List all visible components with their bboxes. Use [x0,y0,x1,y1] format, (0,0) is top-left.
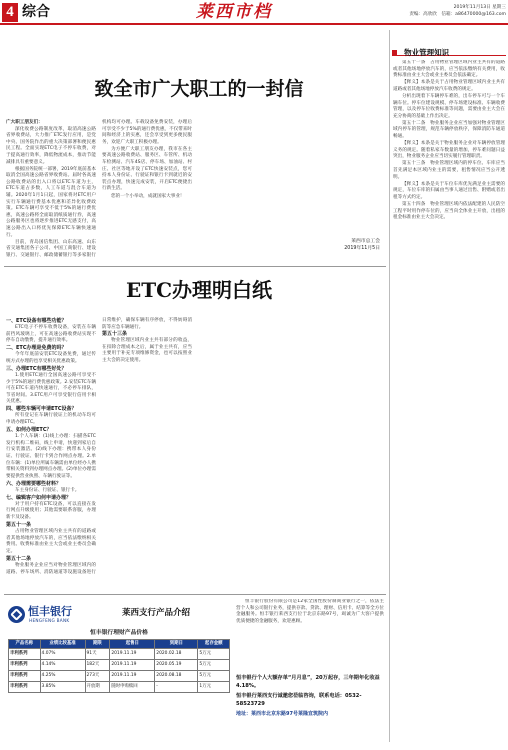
table-cell: 2020.02.18 [155,649,198,660]
column-header: 期限 [85,640,110,649]
table-row [9,682,230,693]
header-email: 信箱：a86470000@163.com [441,12,506,17]
section-body: 占用物业管理区域内业主共有的道路或者其他场地停放汽车的，应当依法缴纳相关费用。收费标准由业主大会或业主委员会确定。 [6,529,96,554]
header-rule [0,23,508,25]
section-heading: 四、哪些车辆可申请ETC设备？ [6,406,77,413]
regulation-body [393,60,505,744]
bank-highlight: 恒丰银行个人大额存单“月月息”，20万起存，三年期年化收益4.18%。 [236,675,380,689]
bank-address: 地址：莱西市北京东路97号莱隆宜筑院内 [236,711,328,717]
regulation-marker [392,50,397,55]
table-cell: 开放期 [85,682,110,693]
table-cell: 丰利系列 [9,682,41,693]
section-heading: 五、如何办理ETC？ [6,427,52,434]
section-body: 车主身份证、行驶证、银行卡。 [15,487,80,493]
whitebook-title: ETC办理明白纸 [125,278,273,302]
section-heading: 六、办理需要哪些材料？ [6,480,62,487]
section-body: 物业管理区域内业主共有部分的收益，在扣除合理成本之后，属于业主共有，应当主要用于补充专项维修资金，也可以按照业主大会的决定使用。 [102,338,192,363]
whitebook-section [6,495,96,522]
header-credits [374,11,506,18]
whitebook-section [6,406,96,426]
table-cell: 随时申购赎回 [110,682,155,693]
letter-signature [300,238,380,252]
page-number-badge [2,3,18,22]
table-cell: 丰利系列 [9,671,41,682]
table-row [9,649,230,660]
product-table [8,639,230,693]
whitebook-section [6,427,96,480]
section-body: 所有登记在车辆行驶证上的机动车均可申请办理ETC。 [6,413,96,426]
table-cell: 91天 [85,649,110,660]
whitebook-body [6,318,384,578]
section-body: ETC电子不停车收费设备，安装在车辆前挡风玻璃上，可在高速公路收费站实现不停车自动缴费，提升通行效率。 [6,325,96,344]
section-body: 物业服务企业应当对物业管理区域内的道路、停车场所、消防通道等设施设备进行日常维护，确保车辆有序停放，不得妨碍消防等应急车辆通行。 [6,318,192,575]
product-table-title: 恒丰银行理财产品价格 [90,630,148,636]
header-date: 2019年11月13日 星期三 [453,5,506,10]
regulation-paragraph: 【释义】本条是关于占用物业管理区域内业主共有道路或者其他场地停放汽车收费的规定。 [393,80,505,92]
letter-paragraph: 您的一个小举动，成就国家大事业！ [111,193,185,199]
table-row [9,660,230,671]
column-header: 起售日 [110,640,155,649]
section-heading: 七、编辑客户如何申请办理？ [6,494,72,501]
regulation-paragraph: 【释义】本条是关于物业服务企业对车辆停放管理义务的规定。随着私家车数量的增加，停车难问题日益突出，物业服务企业应当切实履行管理职责。 [393,141,505,160]
table-cell: 182天 [85,660,110,671]
bank-logo-cn: 恒丰银行 [28,605,72,618]
regulation-paragraph: 第五十三条 物业管理区域内的停车位、车库应当首先满足本区域内业主的需要，租售情况应当公开透明。 [393,161,505,180]
letter-paragraph: 目前，青岛国信集团、山东高速、山东省交通集团各子公司、中国工商银行、建设银行、交通银行、邮政储蓄银行等多家银行机构均可办理。车载设备免费安装，办理后可享受不少于5%的通行费优惠，不仅带来时间和经济上的实惠，还会享受到更多便民服务，欢迎广大职工积极办理。 [6,120,192,258]
paper-name: 莱西市档 [196,2,272,22]
header-editor: 责编：高欣欣 [409,12,437,17]
bank-contact: 恒丰银行莱西支行诚邀您莅临咨询，联系电话：0532-58523729 [236,693,362,707]
table-cell: 3.85% [40,682,85,693]
bank-intro: 恒丰银行股份有限公司是12家全国性股份制商业银行之一，依法主营个人和公司银行业务，提供存款、贷款、理财、信用卡、结算等全方位金融服务。恒丰银行莱西支行位于北京东路97号，竭诚为广大客户提供优质便捷的金融服务，欢迎惠顾。 [236,599,384,624]
column-header: 业绩比较基准 [40,640,85,649]
section-label: 综合 [22,4,50,20]
whitebook-section [6,481,96,495]
regulation-paragraph: 第五十一条 占用物业管理区域内业主共有的道路或者其他场地停放汽车的，应当依法缴纳有关费用，收费标准由业主大会或业主委员会依法确定。 [393,60,505,79]
letter-paragraph: 为方便广大职工朋友办理，我市在各主要高速公路收费站、服务区、车管所、机动车检测站、汽车4S店、停车场、加油站、村庄、社区等地开设了ETC快速安装点，您可持本人身份证、行驶证和银行卡到就近的安装点办理，快速完成安装，开启ETC便捷出行新生活。 [102,146,192,192]
section-body: 对于用户持有ETC设备，可以直接在发行网点升级使用；其他需要联系客服，办理新卡及设备。 [6,501,96,521]
table-cell: 2019.11.19 [110,660,155,671]
table-cell: 5万元 [198,660,230,671]
section-divider [4,266,386,267]
bank-ad [4,594,386,744]
section-heading: 二、ETC办理是免费的吗？ [6,345,67,352]
column-header: 产品名称 [9,640,41,649]
table-cell: 4.25% [40,671,85,682]
section-heading: 第五十一条 [6,522,32,529]
table-cell: 丰利系列 [9,649,41,660]
signature-org: 莱西市总工会 [351,239,380,244]
whitebook-section [6,522,96,555]
letter-greeting: 广大职工朋友们： [6,120,43,125]
letter-title: 致全市广大职工的一封信 [94,78,304,100]
section-body: 今年年底前安装ETC设备免费，通过传统方式办理的也享受相关优惠政策。 [6,352,96,364]
table-cell: 273天 [85,671,110,682]
column-header: 到期日 [155,640,198,649]
whitebook-section [102,331,192,364]
table-cell: 4.07% [40,649,85,660]
table-cell: 2019.11.19 [110,649,155,660]
regulation-title: 物业管理知识 [404,48,450,57]
table-cell: - [155,682,198,693]
table-cell: 5万元 [198,649,230,660]
bank-logo-en: HENGFENG BANK [29,618,70,623]
regulation-paragraph: 分析出现着下车辆停车难的，出车停车可与一个车辆车位。停车位建设规模、停车场建设标准、车辆收费管理，以及停车位收费标准等问题，需要由业主大会在充分协商的基础上作出决定。 [393,93,505,119]
table-cell: 4.14% [40,660,85,671]
section-heading: 第五十三条 [102,331,128,338]
regulation-paragraph: 第五十二条 物业服务企业应当加强对物业管理区域内停车的管理，规范车辆停放秩序，保障消防车通道畅通。 [393,120,505,140]
branch-title: 莱西支行产品介绍 [122,608,191,618]
table-header-row [9,640,230,649]
bank-logo-icon [8,606,25,623]
whitebook-section [6,345,96,365]
whitebook-section [6,366,96,406]
column-header: 起存金额 [198,640,230,649]
table-cell: 2019.11.19 [110,671,155,682]
regulation-paragraph: 【释义】本条是关于车位车库优先满足业主需要的规定，车位车库的归属由当事人通过出售、附赠或者出租等方式约定。 [393,181,505,200]
section-heading: 三、办理ETC有哪些好处？ [6,365,67,372]
page-number: 4 [6,4,14,20]
header-meta [374,4,506,18]
section-heading: 第五十二条 [6,556,32,563]
section-body: 1.个人车辆：(1)线上办理：扫描各ETC发行机构二维码，线上申请，快递到家后自行安装激活。(2)线下办理：携带本人身份证、行驶证、银行卡到合作网点办理。2.单位车辆：(1)单位所属车辆需由单位经办人携带相关资料到办理网点办理。(2)单位办理需要提供营业执照、车辆行驶证等。 [6,434,96,479]
table-cell: 丰利系列 [9,660,41,671]
regulation-header [392,42,506,56]
letter-paragraph: 根据国务院统一部署，2019年底前基本取消全国高速公路省界收费站。届时各高速公路收费站的出入口将以ETC车道为主，ETC车道占多数，人工车道与混合车道为辅。2020年1月1日起，国家将对ETC用户实行车辆通行费基本优惠和差异化收费政策。ETC车辆可享受不低于5%的通行费优惠，高速公路将全面取消纸质通行券，高速公路服务区也将逐步推进ETC无感支付，高速公路出入口将优先保障ETC车辆快速通行。 [6,166,96,238]
table-row [9,671,230,682]
regulation-paragraph: 第五十四条 物业管理区域内依法配建的人民防空工程平时用作停车位的，应当向全体业主开放，出租的租金标准由业主大会决定。 [393,201,505,221]
table-cell: 2020.08.18 [155,671,198,682]
whitebook-section [6,318,96,345]
table-cell: 2020.05.19 [155,660,198,671]
signature-date: 2019年11月5日 [344,246,380,251]
letter-paragraph: 深化收费公路制度改革，取消高速公路省界收费站，大力推广ETC发行应用，是党中央、国务院作出的重大决策部署和便民惠民工程。全面实现ETC电子不停车收费，对于提高通行效率，降低物流成本，推动节能减排具有重要意义。 [6,126,96,165]
table-cell: 5万元 [198,671,230,682]
column-divider [389,30,390,742]
bank-logo [8,605,108,625]
section-heading: 一、ETC设备有哪些功能？ [6,318,67,324]
section-body: 1.使用ETC通行全国高速公路可享受不少于5%的通行费优惠政策。2.安装ETC车辆可在ETC车道内快速通行，不必停车排队，节省时间。3.ETC用户可享受银行信用卡相关优惠。 [6,372,96,405]
table-cell: 1万元 [198,682,230,693]
